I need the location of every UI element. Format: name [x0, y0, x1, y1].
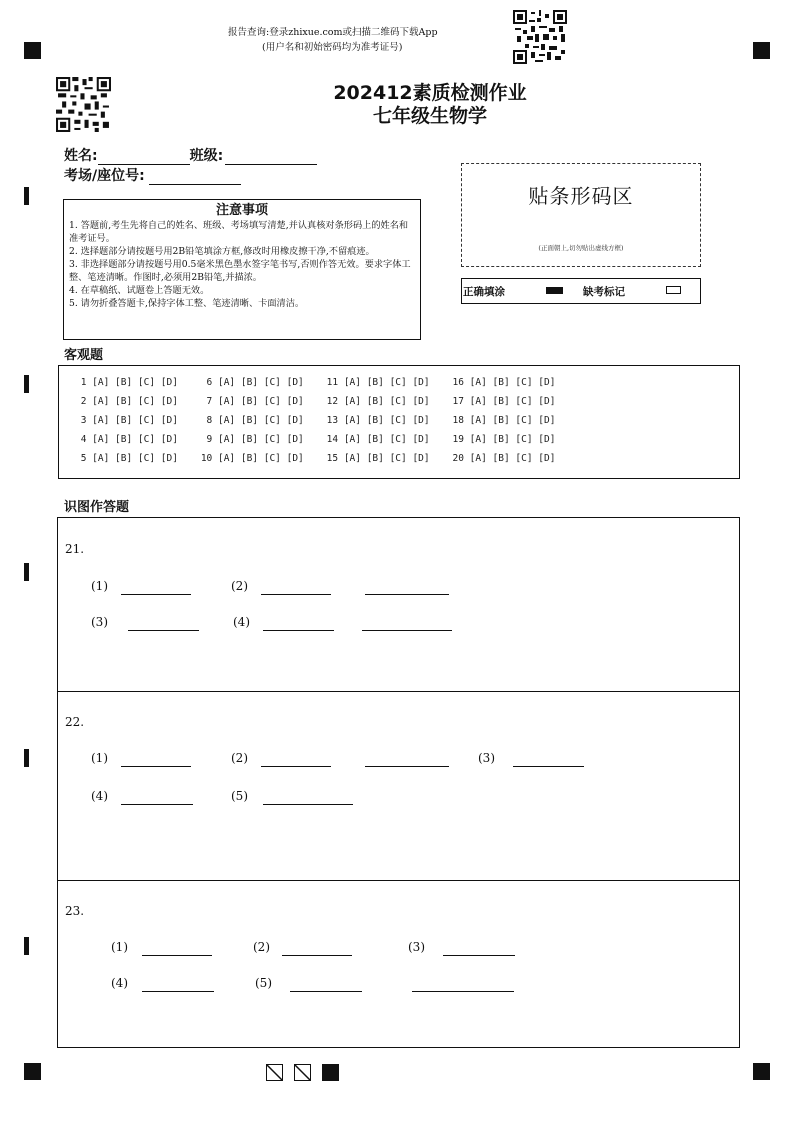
timing-tick [24, 749, 29, 767]
sub-question-label: (4) [91, 789, 108, 803]
question-number: 22. [65, 715, 85, 729]
correct-fill-sample [546, 287, 563, 294]
answer-blank[interactable] [263, 629, 334, 631]
notice-item: 5. 请勿折叠答题卡,保持字体工整、笔迹清晰、卡面清洁。 [69, 298, 305, 309]
qr-code-icon [56, 77, 111, 132]
question-23-block [58, 880, 739, 1047]
sub-question-label: (2) [253, 940, 270, 954]
answer-blank[interactable] [128, 629, 199, 631]
answer-blank[interactable] [261, 765, 331, 767]
registration-mark-top-right [753, 42, 770, 59]
timing-tick [24, 937, 29, 955]
notice-item: 2. 选择题部分请按题号用2B铅笔填涂方框,修改时用橡皮擦干净,不留痕迹。 [69, 246, 375, 257]
timing-tick [24, 563, 29, 581]
subjective-answer-area [57, 517, 740, 1048]
answer-row[interactable]: 5 [A] [B] [C] [D] 10 [A] [B] [C] [D] 15 [A] [B] [C] [D] 20 [A] [B] [C] [D] [75, 453, 556, 464]
sub-question-label: (2) [231, 751, 248, 765]
question-number: 21. [65, 542, 85, 556]
sub-question-label: (3) [478, 751, 495, 765]
answer-blank[interactable] [290, 990, 362, 992]
objective-section-label: 客观题 [64, 348, 104, 363]
answer-row[interactable]: 4 [A] [B] [C] [D] 9 [A] [B] [C] [D] 14 [A] [B] [C] [D] 19 [A] [B] [C] [D] [75, 434, 556, 445]
notice-item: 1. 答题前,考生先将自己的姓名、班级、考场填写清楚,并认真核对条形码上的姓名和准考证号。 [69, 220, 409, 244]
answer-blank[interactable] [365, 765, 449, 767]
page-subtitle: 七年级生物学 [372, 105, 487, 127]
registration-mark-top-left [24, 42, 41, 59]
class-field[interactable] [225, 150, 317, 165]
barcode-area[interactable] [461, 163, 701, 267]
timing-tick [24, 187, 29, 205]
answer-row[interactable]: 1 [A] [B] [C] [D] 6 [A] [B] [C] [D] 11 [A] [B] [C] [D] 16 [A] [B] [C] [D] [75, 377, 556, 388]
answer-blank[interactable] [443, 954, 515, 956]
sub-question-label: (3) [408, 940, 425, 954]
answer-blank[interactable] [121, 593, 191, 595]
name-field[interactable] [98, 150, 190, 165]
report-query-note: (用户名和初始密码均为准考证号) [262, 42, 403, 53]
name-label: 姓名: [64, 148, 98, 164]
seat-label: 考场/座位号: [64, 168, 145, 184]
answer-blank[interactable] [513, 765, 584, 767]
notice-item: 4. 在草稿纸、试题卷上答题无效。 [69, 285, 210, 296]
page-title: 202412素质检测作业 [333, 82, 527, 104]
sub-question-label: (5) [255, 976, 272, 990]
page-code-filled-box [322, 1064, 339, 1081]
timing-tick [24, 375, 29, 393]
student-info-fields [64, 145, 317, 165]
sub-question-label: (2) [231, 579, 248, 593]
notice-heading: 注意事项 [215, 203, 268, 218]
seat-field[interactable] [149, 170, 241, 185]
absent-mark-label: 缺考标记 [583, 286, 625, 298]
question-21-block [58, 518, 739, 692]
page-code-slash-box-icon [266, 1064, 283, 1081]
registration-mark-bottom-left [24, 1063, 41, 1080]
sub-question-label: (5) [231, 789, 248, 803]
sub-question-label: (4) [111, 976, 128, 990]
answer-blank[interactable] [142, 954, 212, 956]
answer-blank[interactable] [121, 803, 193, 805]
answer-blank[interactable] [362, 629, 452, 631]
notice-item: 3. 非选择题部分请按题号用0.5毫米黑色墨水签字笔书写,否则作答无效。要求字体工整、笔迹清晰。作图时,必须用2B铅笔,并描浓。 [69, 259, 411, 283]
registration-mark-bottom-right [753, 1063, 770, 1080]
absent-mark-box[interactable] [666, 286, 681, 294]
question-22-block [58, 691, 739, 881]
answer-blank[interactable] [282, 954, 352, 956]
sub-question-label: (3) [91, 615, 108, 629]
seat-row [64, 165, 241, 185]
barcode-label: 贴条形码区 [528, 184, 634, 208]
sub-question-label: (1) [111, 940, 128, 954]
answer-blank[interactable] [142, 990, 214, 992]
objective-answer-grid[interactable] [58, 365, 740, 479]
fill-example-box [461, 278, 701, 304]
barcode-hint: (正面朝上,切勿贴出虚线方框) [538, 244, 624, 252]
correct-fill-label: 正确填涂 [463, 286, 505, 298]
subjective-section-label: 识图作答题 [64, 500, 130, 515]
answer-blank[interactable] [261, 593, 331, 595]
sub-question-label: (4) [233, 615, 250, 629]
answer-blank[interactable] [263, 803, 353, 805]
answer-row[interactable]: 3 [A] [B] [C] [D] 8 [A] [B] [C] [D] 13 [A] [B] [C] [D] 18 [A] [B] [C] [D] [75, 415, 556, 426]
class-label: 班级: [189, 148, 224, 164]
sub-question-label: (1) [91, 751, 108, 765]
sub-question-label: (1) [91, 579, 108, 593]
answer-blank[interactable] [365, 593, 449, 595]
page-code-slash-box-icon [294, 1064, 311, 1081]
answer-row[interactable]: 2 [A] [B] [C] [D] 7 [A] [B] [C] [D] 12 [A] [B] [C] [D] 17 [A] [B] [C] [D] [75, 396, 556, 407]
report-query-line: 报告查询:登录zhixue.com或扫描二维码下载App [228, 27, 438, 38]
answer-blank[interactable] [121, 765, 191, 767]
qr-code-icon [513, 10, 567, 64]
answer-blank[interactable] [412, 990, 514, 992]
question-number: 23. [65, 904, 85, 918]
notice-box [63, 199, 421, 340]
